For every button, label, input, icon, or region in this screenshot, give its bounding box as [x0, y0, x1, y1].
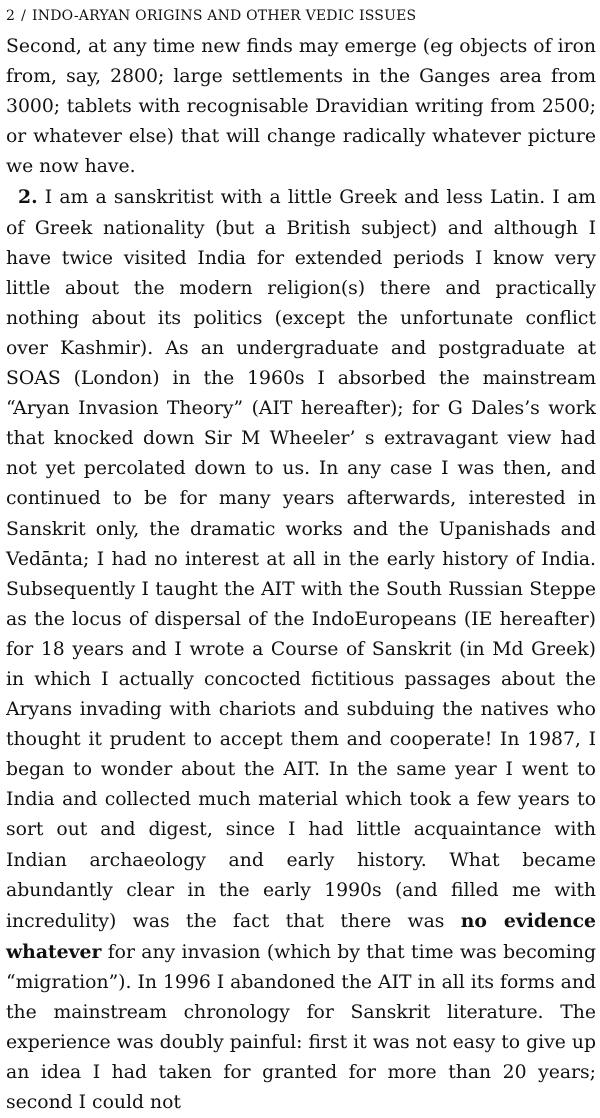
page-number: 2	[6, 8, 16, 24]
running-head-separator: /	[21, 8, 27, 24]
running-head-title: INDO-ARYAN ORIGINS AND OTHER VEDIC ISSUES	[32, 8, 417, 24]
paragraph-2-number: 2.	[18, 186, 38, 209]
paragraph-1: Second, at any time new finds may emerge (eg objects of iron from, say, 2800; large settlements in the Ganges area from 3000; tablets with recognisable Dravidian writing from 2500; or whatever else) that will change radically whatever picture we now have.	[6, 36, 596, 178]
paragraph-2-text-end: for any invasion (which by that time was becoming “migration”). In 1996 I abandoned the AIT in all its forms and the mainstream chronology for Sanskrit literature. The experience was doubly painful: first it was not easy to give up an idea I had taken for granted for more than 20 years; second I could not	[6, 941, 596, 1114]
running-head	[6, 6, 596, 26]
paragraph-2	[6, 182, 596, 1118]
emphasis-no-evidence: no evidence whatever	[6, 909, 596, 963]
paragraph-2-text-start: I am a sanskritist with a little Greek and less Latin. I am of Greek nationality (but a British subject) and although I have twice visited India for extended periods I know very little about the modern religion(s) there and practically nothing about its politics (except the unfortunate conflict over Kashmir). As an undergraduate and postgraduate at SOAS (London) in the 1960s I absorbed the mainstream “Aryan Invasion Theory” (AIT hereafter); for G Dales’s work that knocked down Sir M Wheeler’ s extravagant view had not yet percolated down to us. In any case I was then, and continued to be for many years afterwards, interested in Sanskrit only, the dramatic works and the Upanishads and Vedānta; I had no interest at all in the early history of India. Subsequently I taught the AIT with the South Russian Steppe as the locus of dispersal of the IndoEuropeans (IE hereafter) for 18 years and I wrote a Course of Sanskrit (in Md Greek) in which I actually concocted fictitious passages about the Aryans invading with chariots and subduing the natives who thought it prudent to accept them and cooperate! In 1987, I began to wonder about the AIT. In the same year I went to India and collected much material which took a few years to sort out and digest, since I had little acquaintance with Indian archaeology and early history. What became abundantly clear in the early 1990s (and filled me with incredulity) was the fact that there was	[6, 187, 596, 932]
book-page	[6, 0, 596, 1118]
